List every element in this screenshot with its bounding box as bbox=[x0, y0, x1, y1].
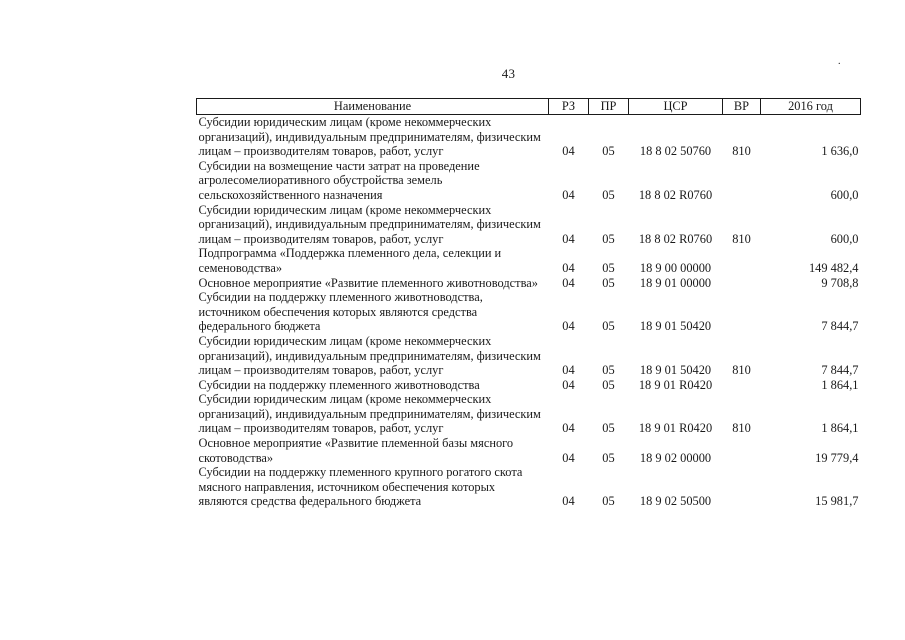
table-header bbox=[197, 99, 861, 115]
page-number: 43 bbox=[501, 66, 516, 81]
row-rz: 04 bbox=[562, 319, 575, 334]
row-sum: 600,0 bbox=[830, 187, 859, 202]
row-csr: 18 8 02 R0760 bbox=[638, 231, 713, 246]
row-sum: 15 981,7 bbox=[815, 494, 859, 509]
row-vr: 810 bbox=[732, 421, 751, 436]
row-sum: 149 482,4 bbox=[808, 260, 859, 275]
row-csr: 18 9 02 50500 bbox=[639, 494, 712, 509]
table-row bbox=[197, 378, 861, 393]
row-csr: 18 9 01 00000 bbox=[639, 275, 712, 290]
row-rz: 04 bbox=[562, 450, 575, 465]
row-csr: 18 9 00 00000 bbox=[639, 260, 712, 275]
table-row bbox=[197, 290, 861, 334]
corner-mark: . bbox=[838, 56, 841, 67]
row-pr: 05 bbox=[602, 450, 615, 465]
table-row bbox=[197, 246, 861, 275]
row-pr: 05 bbox=[602, 377, 615, 392]
table-row bbox=[197, 203, 861, 247]
table-row bbox=[197, 334, 861, 378]
row-rz: 04 bbox=[562, 260, 575, 275]
row-sum: 7 844,7 bbox=[821, 319, 859, 334]
row-rz: 04 bbox=[562, 187, 575, 202]
header-name: Наименование bbox=[197, 99, 549, 115]
row-vr bbox=[723, 378, 761, 393]
row-name: Субсидии на поддержку племенного животноводства bbox=[198, 377, 480, 392]
row-vr bbox=[723, 159, 761, 203]
row-vr: 810 bbox=[732, 363, 751, 378]
header-year: 2016 год bbox=[761, 99, 861, 115]
row-name: Субсидии юридическим лицам (кроме некоммерческих организаций), индивидуальным предпринимателям, физическим лицам – производителям товаров, работ, услуг bbox=[198, 115, 541, 159]
row-csr: 18 9 01 R0420 bbox=[638, 377, 713, 392]
row-pr: 05 bbox=[602, 363, 615, 378]
row-rz: 04 bbox=[562, 421, 575, 436]
row-csr: 18 9 01 50420 bbox=[639, 319, 712, 334]
row-pr: 05 bbox=[602, 231, 615, 246]
row-sum: 1 864,1 bbox=[821, 377, 859, 392]
table-row bbox=[197, 465, 861, 509]
row-sum: 600,0 bbox=[830, 231, 859, 246]
row-sum: 1 864,1 bbox=[821, 421, 859, 436]
row-sum: 1 636,0 bbox=[821, 144, 859, 159]
table-row bbox=[197, 436, 861, 465]
row-vr bbox=[723, 436, 761, 465]
header-rz: РЗ bbox=[549, 99, 589, 115]
row-pr: 05 bbox=[602, 275, 615, 290]
row-name: Субсидии на поддержку племенного крупного рогатого скота мясного направления, источником обеспечения которых являются средства федерального бюджета bbox=[198, 465, 523, 509]
row-name: Подпрограмма «Поддержка племенного дела, селекции и семеноводства» bbox=[198, 246, 502, 275]
row-name: Субсидии на поддержку племенного животноводства, источником обеспечения которых являются средства федерального бюджета bbox=[198, 290, 483, 334]
table-row bbox=[197, 159, 861, 203]
row-name: Субсидии юридическим лицам (кроме некоммерческих организаций), индивидуальным предпринимателям, физическим лицам – производителям товаров, работ, услуг bbox=[198, 392, 541, 436]
row-name: Основное мероприятие «Развитие племенной базы мясного скотоводства» bbox=[198, 436, 514, 465]
row-sum: 19 779,4 bbox=[815, 450, 859, 465]
row-pr: 05 bbox=[602, 319, 615, 334]
row-sum: 7 844,7 bbox=[821, 363, 859, 378]
row-name: Субсидии на возмещение части затрат на проведение агролесомелиоративного обустройства земель сельскохозяйственного назначения bbox=[198, 158, 480, 202]
row-csr: 18 9 02 00000 bbox=[639, 450, 712, 465]
row-vr bbox=[723, 276, 761, 291]
row-pr: 05 bbox=[602, 260, 615, 275]
table-row bbox=[197, 392, 861, 436]
budget-table bbox=[196, 98, 861, 509]
header-csr: ЦСР bbox=[629, 99, 723, 115]
row-vr bbox=[723, 290, 761, 334]
row-rz: 04 bbox=[562, 494, 575, 509]
row-csr: 18 8 02 50760 bbox=[639, 144, 712, 159]
row-name: Субсидии юридическим лицам (кроме некоммерческих организаций), индивидуальным предпринимателям, физическим лицам – производителям товаров, работ, услуг bbox=[198, 202, 541, 246]
row-csr: 18 8 02 R0760 bbox=[638, 187, 713, 202]
row-sum: 9 708,8 bbox=[821, 275, 859, 290]
row-rz: 04 bbox=[562, 275, 575, 290]
row-rz: 04 bbox=[562, 231, 575, 246]
row-pr: 05 bbox=[602, 421, 615, 436]
table-row bbox=[197, 115, 861, 159]
row-pr: 05 bbox=[602, 144, 615, 159]
row-name: Субсидии юридическим лицам (кроме некоммерческих организаций), индивидуальным предпринимателям, физическим лицам – производителям товаров, работ, услуг bbox=[198, 333, 541, 378]
row-rz: 04 bbox=[562, 363, 575, 378]
header-pr: ПР bbox=[589, 99, 629, 115]
header-vr: ВР bbox=[723, 99, 761, 115]
row-name: Основное мероприятие «Развитие племенного животноводства» bbox=[198, 275, 538, 290]
row-csr: 18 9 01 50420 bbox=[639, 363, 712, 378]
row-pr: 05 bbox=[602, 187, 615, 202]
row-vr: 810 bbox=[732, 144, 751, 159]
row-rz: 04 bbox=[562, 377, 575, 392]
row-vr bbox=[723, 465, 761, 509]
table-row bbox=[197, 276, 861, 291]
row-pr: 05 bbox=[602, 494, 615, 509]
row-vr bbox=[723, 246, 761, 275]
row-rz: 04 bbox=[562, 144, 575, 159]
row-vr: 810 bbox=[732, 231, 751, 246]
row-csr: 18 9 01 R0420 bbox=[638, 421, 713, 436]
table-body bbox=[197, 115, 861, 510]
